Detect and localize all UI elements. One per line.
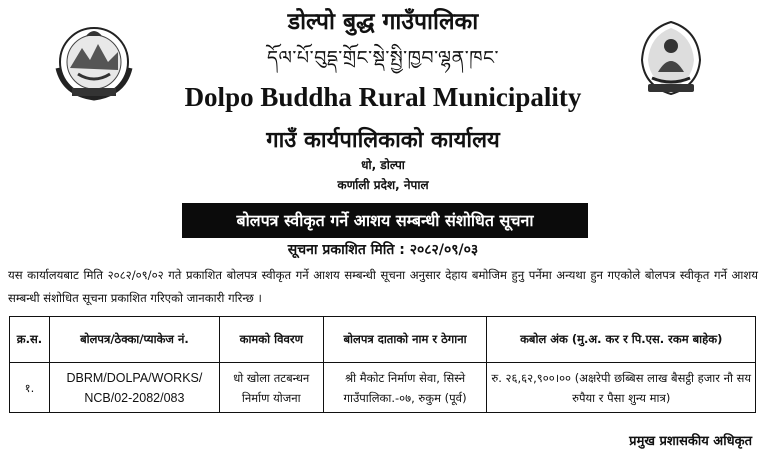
table-header-row: [10, 317, 756, 363]
address-line-2: कर्णाली प्रदेश, नेपाल: [337, 178, 429, 192]
municipality-name-tibetan: དོལ་པོ་བུདྡ་གྲོང་སྡེ་སྤྱི་ཁྱབ་ལྷན་ཁང་: [267, 47, 499, 69]
header-package-no: बोलपत्र/ठेक्का/प्याकेज नं.: [49, 317, 219, 363]
cell-package-no: DBRM/DOLPA/WORKS/ NCB/02-2082/083: [49, 363, 219, 413]
cell-amount: रु. २६,६२,९००।०० (अक्षरेपी छब्बिस लाख बैसट्ठी हजार नौ सय रुपैया र पैसा शुन्य मात्र): [487, 363, 756, 413]
published-date: सूचना प्रकाशित मिति : २०८२/०९/०३: [287, 242, 479, 258]
table-row: [10, 363, 756, 413]
address-line-1: धो, डोल्पा: [361, 158, 405, 172]
header-sn: क्र.स.: [10, 317, 50, 363]
office-name: गाउँ कार्यपालिकाको कार्यालय: [266, 128, 500, 153]
header-bidder: बोलपत्र दाताको नाम र ठेगाना: [323, 317, 487, 363]
header-description: कामको विवरण: [219, 317, 323, 363]
bid-table: [9, 316, 756, 413]
cell-description: धो खोला तटबन्धन निर्माण योजना: [219, 363, 323, 413]
header-amount: कबोल अंक (मु.अ. कर र पि.एस. रकम बाहेक): [487, 317, 756, 363]
cell-bidder: श्री मैकोट निर्माण सेवा, सिस्ने गाउँपालिका.-०७, रुकुम (पूर्व): [323, 363, 487, 413]
municipality-name-nepali: डोल्पो बुद्ध गाउँपालिका: [287, 9, 479, 35]
cell-sn: १.: [10, 363, 50, 413]
notice-body: यस कार्यालयबाट मिति २०८२/०९/०२ गते प्रकाशित बोलपत्र स्वीकृत गर्ने आशय सम्बन्धी सूचना अनुसार देहाय बमोजिम हुनु पर्नेमा अन्यथा हुन गएकोले बोलपत्र स्वीकृत गर्ने आशय सम्बन्धी संशोधित सूचना प्रकाशित गरिएको जानकारी गरिन्छ ।: [8, 268, 758, 305]
signature-title: प्रमुख प्रशासकीय अधिकृत: [629, 434, 752, 449]
notice-title: बोलपत्र स्वीकृत गर्ने आशय सम्बन्धी संशोधित सूचना: [182, 203, 588, 238]
municipality-name-english: Dolpo Buddha Rural Municipality: [184, 82, 582, 112]
